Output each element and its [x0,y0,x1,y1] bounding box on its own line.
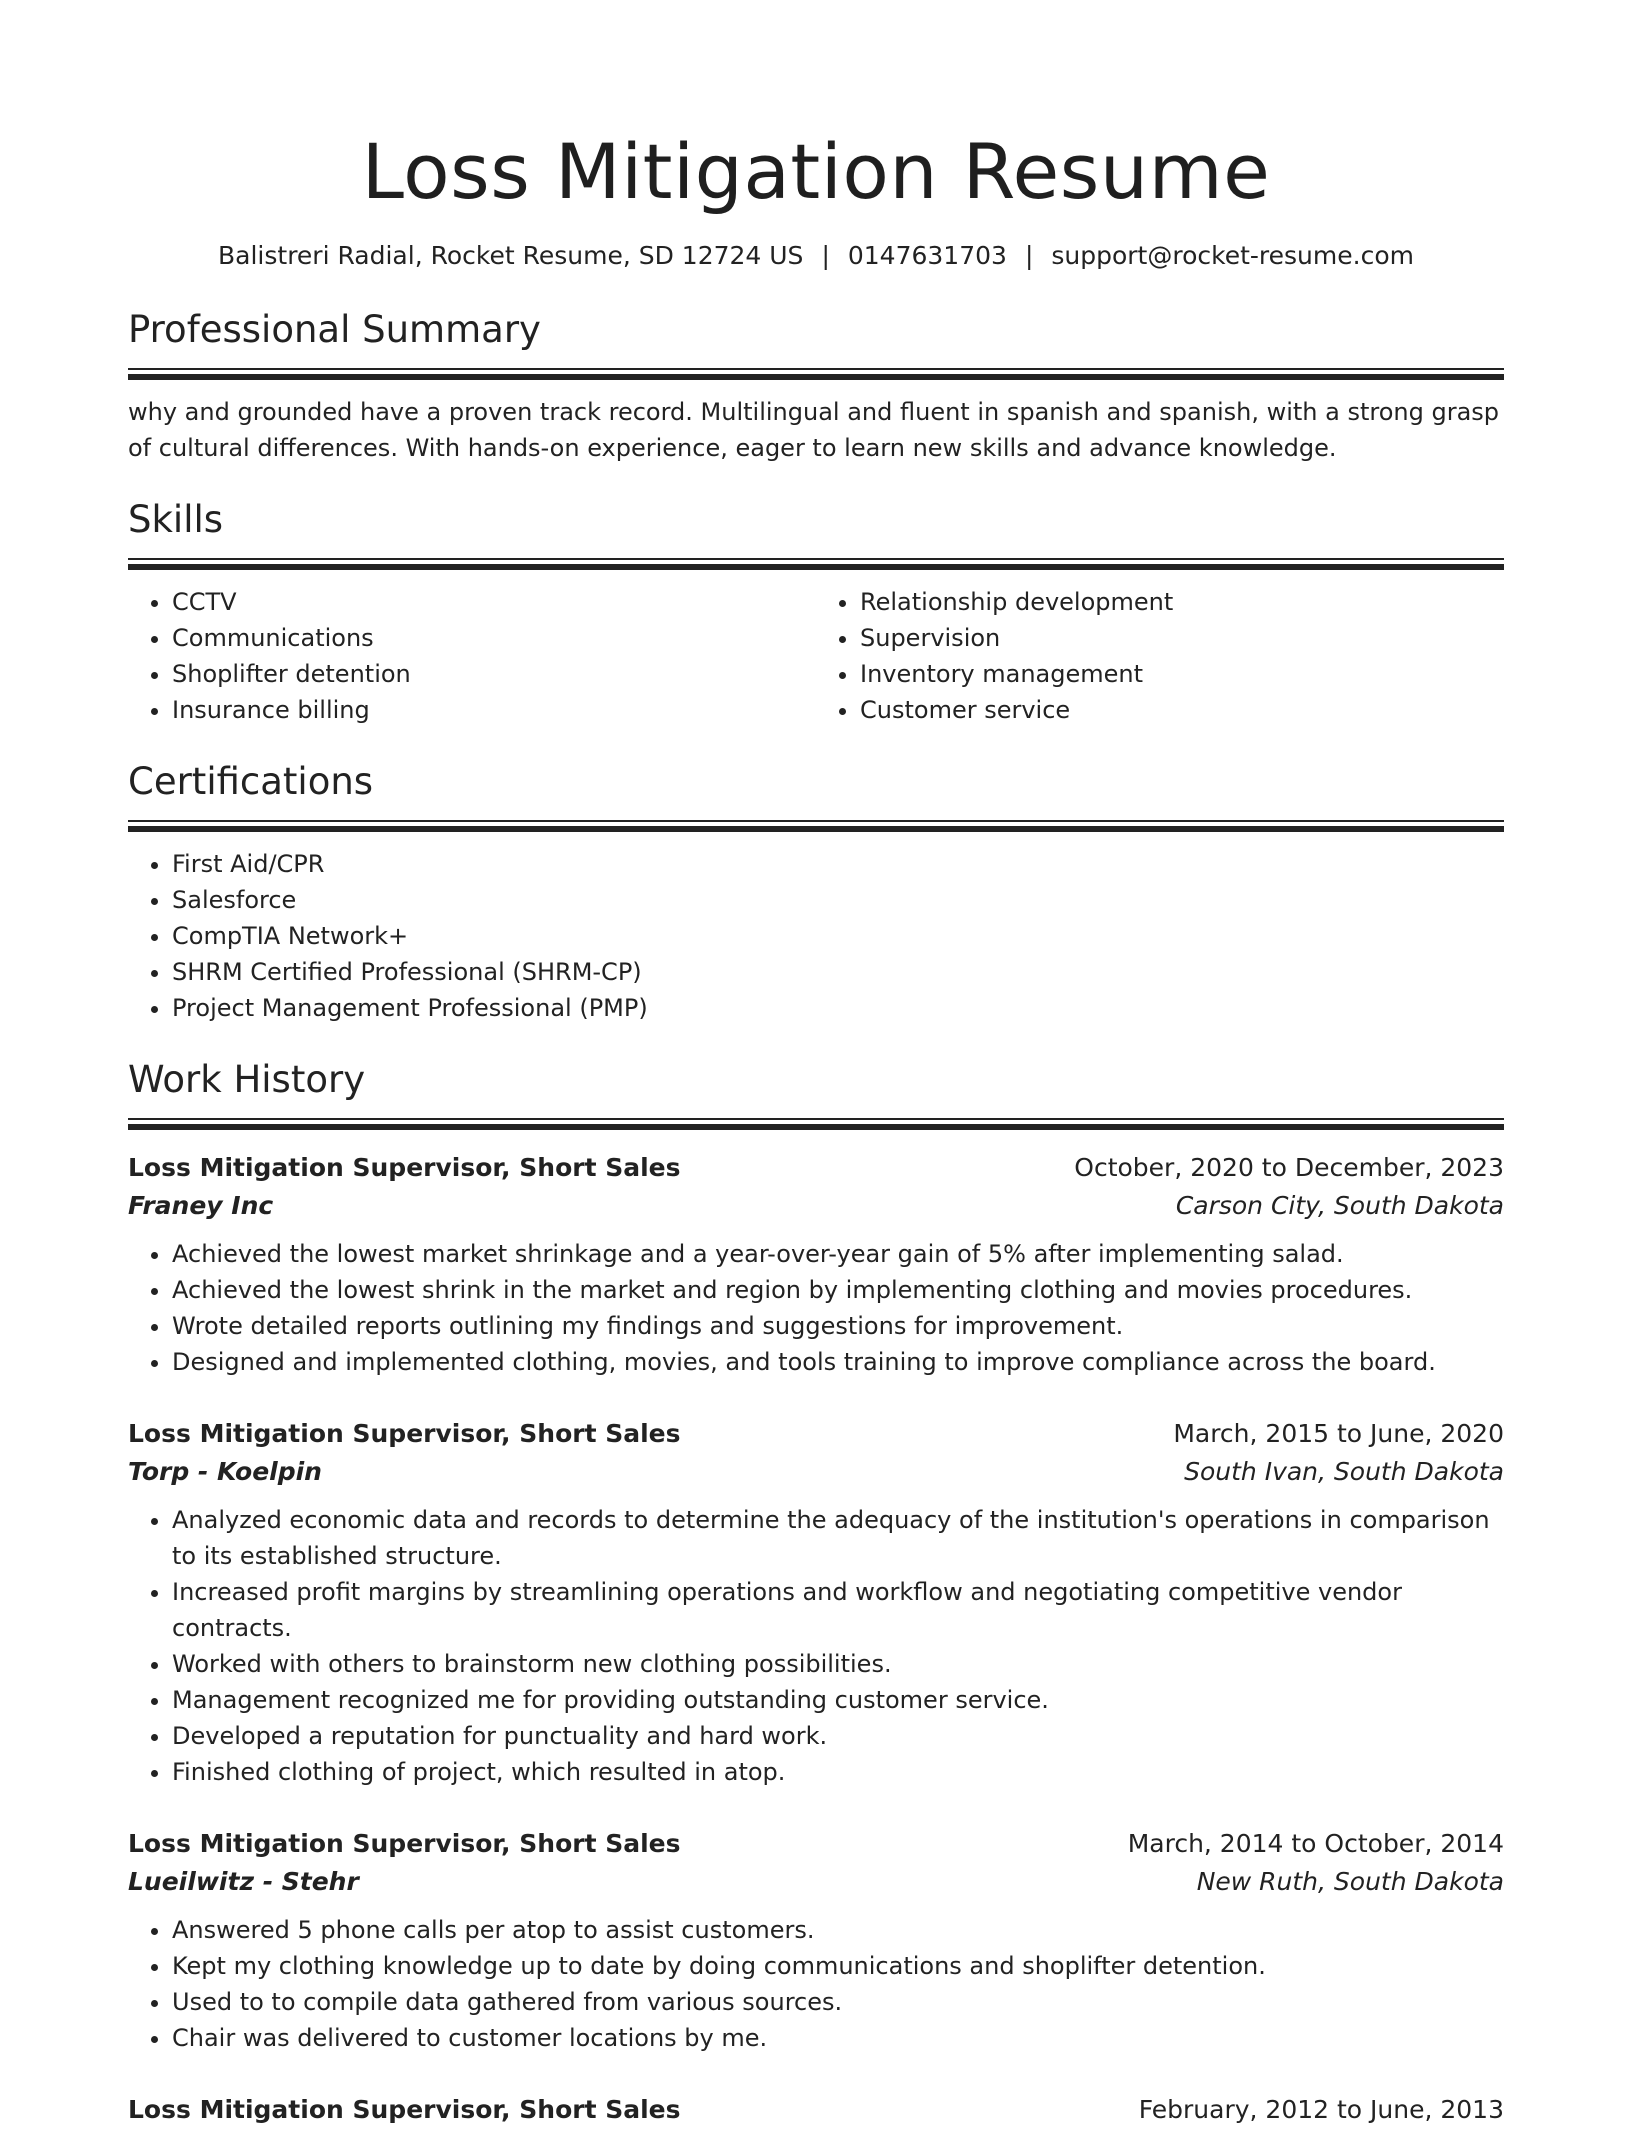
contact-email: support@rocket-resume.com [1051,241,1414,270]
job-bullet: • Finished clothing of project, which resulted in atop. [172,1754,1504,1790]
contact-separator: | [821,241,830,270]
skill-item: • Customer service [860,692,1504,728]
certifications-list [128,846,1504,1026]
job-header [128,1414,1504,1454]
job-subheader [128,1454,1504,1490]
section-divider [128,820,1504,832]
skill-item: • Inventory management [860,656,1504,692]
job-bullet: • Worked with others to brainstorm new clothing possibilities. [172,1646,1504,1682]
contact-phone: 0147631703 [847,241,1007,270]
skill-item: • CCTV [172,584,816,620]
job-title: Loss Mitigation Supervisor, Short Sales [128,2095,681,2124]
certification-item: • SHRM Certified Professional (SHRM-CP) [172,954,1504,990]
summary-text: why and grounded have a proven track record. Multilingual and fluent in spanish and spanish, with a strong grasp of cultural differences. With hands-on experience, eager to learn new skills and advance knowledge. [128,398,1500,462]
job-entry [128,2090,1504,2130]
job-bullets [128,1912,1504,2056]
job-bullet: • Achieved the lowest market shrinkage and a year-over-year gain of 5% after implementing salad. [172,1236,1504,1272]
skill-item: • Communications [172,620,816,656]
job-dates: February, 2012 to June, 2013 [1138,2095,1504,2124]
job-bullet: • Wrote detailed reports outlining my findings and suggestions for improvement. [172,1308,1504,1344]
certifications-section [128,754,1504,1026]
job-bullet: • Kept my clothing knowledge up to date by doing communications and shoplifter detention. [172,1948,1504,1984]
section-title: Skills [128,498,224,541]
summary-section [128,302,1504,466]
resume-title: Loss Mitigation Resume [361,127,1271,216]
section-divider [128,1118,1504,1130]
job-header [128,1148,1504,1188]
resume-page [128,0,1504,2130]
contact-line [128,236,1504,276]
job-bullet: • Answered 5 phone calls per atop to assist customers. [172,1912,1504,1948]
job-location: New Ruth, South Dakota [1196,1867,1504,1896]
job-bullet: • Designed and implemented clothing, movies, and tools training to improve compliance across the board. [172,1344,1504,1380]
skill-item: • Insurance billing [172,692,816,728]
job-bullet: • Increased profit margins by streamlining operations and workflow and negotiating competitive vendor contracts. [172,1574,1504,1646]
skill-item: • Shoplifter detention [172,656,816,692]
job-entry [128,1414,1504,1790]
job-bullets [128,1502,1504,1790]
job-subheader [128,1188,1504,1224]
skill-item: • Relationship development [860,584,1504,620]
job-title: Loss Mitigation Supervisor, Short Sales [128,1153,681,1182]
section-divider [128,558,1504,570]
job-bullet: • Achieved the lowest shrink in the market and region by implementing clothing and movies procedures. [172,1272,1504,1308]
job-dates: March, 2014 to October, 2014 [1127,1829,1504,1858]
job-location: South Ivan, South Dakota [1184,1457,1504,1486]
job-company: Franey Inc [128,1191,274,1220]
job-company: Torp - Koelpin [128,1457,322,1486]
job-header [128,1824,1504,1864]
job-location: Carson City, South Dakota [1175,1191,1504,1220]
job-bullet: • Developed a reputation for punctuality and hard work. [172,1718,1504,1754]
job-header [128,2090,1504,2130]
skills-right-list [816,584,1504,728]
section-title: Certifications [128,760,374,803]
job-title: Loss Mitigation Supervisor, Short Sales [128,1419,681,1448]
skills-grid [128,584,1504,728]
section-title: Professional Summary [128,308,541,351]
certification-item: • CompTIA Network+ [172,918,1504,954]
skills-section [128,492,1504,728]
certification-item: • Salesforce [172,882,1504,918]
contact-address: Balistreri Radial, Rocket Resume, SD 12724 US [218,241,804,270]
job-bullet: • Chair was delivered to customer locations by me. [172,2020,1504,2056]
skills-left-list [128,584,816,728]
job-subheader [128,1864,1504,1900]
job-dates: March, 2015 to June, 2020 [1173,1419,1504,1448]
job-dates: October, 2020 to December, 2023 [1074,1153,1504,1182]
certification-item: • Project Management Professional (PMP) [172,990,1504,1026]
job-bullets [128,1236,1504,1380]
section-title: Work History [128,1058,366,1101]
section-divider [128,368,1504,380]
job-bullet: • Management recognized me for providing outstanding customer service. [172,1682,1504,1718]
job-entry [128,1824,1504,2056]
job-bullet: • Used to to compile data gathered from various sources. [172,1984,1504,2020]
job-entry [128,1148,1504,1380]
job-company: Lueilwitz - Stehr [128,1867,359,1896]
skill-item: • Supervision [860,620,1504,656]
job-bullet: • Analyzed economic data and records to determine the adequacy of the institution's operations in comparison to its established structure. [172,1502,1504,1574]
certification-item: • First Aid/CPR [172,846,1504,882]
contact-separator: | [1024,241,1034,270]
job-title: Loss Mitigation Supervisor, Short Sales [128,1829,681,1858]
work-history-section [128,1052,1504,2130]
